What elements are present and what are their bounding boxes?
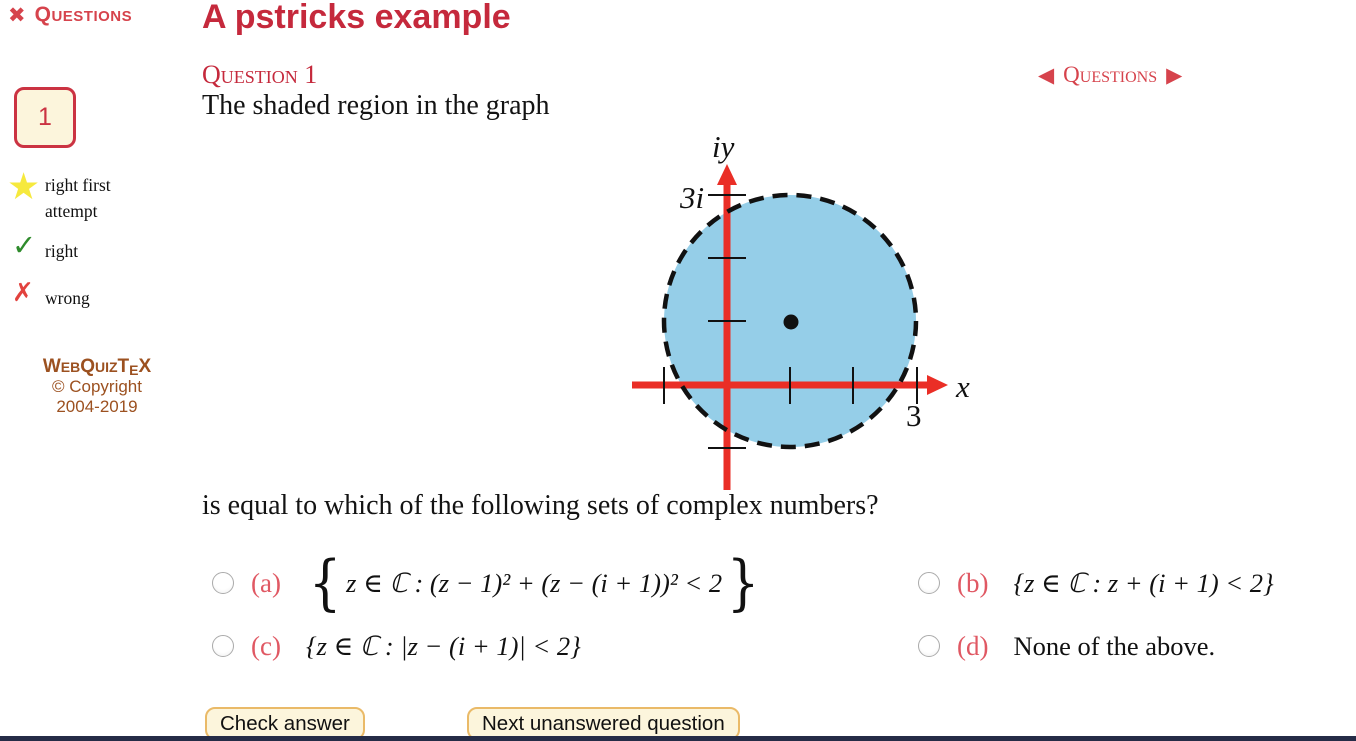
- x-axis-label: x: [956, 369, 970, 404]
- option-a-formula: [306, 548, 762, 618]
- cross-icon: ✗: [12, 278, 34, 308]
- right-brace: }: [727, 548, 760, 618]
- option-d-row: [918, 620, 1215, 672]
- star-icon: ★: [7, 165, 41, 208]
- option-d-letter: (d): [957, 630, 989, 661]
- question-1-nav-number: 1: [38, 103, 52, 131]
- option-c-row: [212, 620, 581, 672]
- option-d-radio[interactable]: [918, 635, 940, 657]
- option-b-formula: {z ∈ ℂ : z + (i + 1) < 2}: [1013, 567, 1274, 598]
- option-c-radio[interactable]: [212, 635, 234, 657]
- option-a-letter: (a): [251, 567, 281, 598]
- option-b-letter: (b): [957, 567, 989, 598]
- close-icon: ✖: [8, 2, 26, 27]
- question-intro-text: The shaded region in the graph: [202, 90, 550, 121]
- next-question-icon[interactable]: ▶: [1166, 62, 1183, 87]
- option-a-row: [212, 548, 762, 618]
- option-a-radio[interactable]: [212, 572, 234, 594]
- close-questions-button[interactable]: [8, 3, 132, 27]
- close-questions-label: Questions: [34, 3, 133, 26]
- x-tick-3-label: 3: [906, 398, 922, 433]
- check-answer-button[interactable]: Check answer: [205, 707, 365, 740]
- complex-plane-graph: [630, 120, 980, 498]
- copyright-years: 2004-2019: [56, 397, 138, 416]
- pager-questions-label[interactable]: Questions: [1063, 62, 1158, 87]
- page-title: A pstricks example: [202, 0, 511, 36]
- x-axis-arrow: [927, 375, 948, 395]
- left-brace: {: [308, 548, 342, 618]
- option-b-row: [918, 557, 1274, 609]
- option-b-radio[interactable]: [918, 572, 940, 594]
- checkmark-icon: ✓: [12, 228, 37, 262]
- copyright-line: © Copyright: [51, 377, 142, 396]
- question-heading: Question 1: [202, 60, 318, 89]
- option-c-formula: {z ∈ ℂ : |z − (i + 1)| < 2}: [305, 630, 581, 661]
- option-a-formula-body: z ∈ ℂ : (z − 1)² + (z − (i + 1))² < 2: [346, 567, 723, 598]
- legend-right: right: [45, 241, 79, 261]
- disc-center-point: [784, 315, 799, 330]
- y-axis-label: iy: [712, 129, 735, 164]
- option-c-letter: (c): [251, 630, 281, 661]
- next-unanswered-button[interactable]: Next unanswered question: [467, 707, 740, 740]
- question-1-nav-box[interactable]: [14, 87, 76, 148]
- y-tick-3i-label: 3i: [680, 180, 705, 215]
- y-axis-arrow: [717, 164, 737, 185]
- option-d-text: None of the above.: [1013, 630, 1216, 661]
- question-followup-text: is equal to which of the following sets of complex numbers?: [202, 490, 879, 521]
- questions-pager: [1038, 62, 1182, 88]
- bottom-bar: [0, 736, 1356, 741]
- prev-question-icon[interactable]: ◀: [1038, 62, 1055, 87]
- legend-wrong: wrong: [45, 288, 90, 308]
- webquiztex-wordmark: WEBQUIZTEX: [42, 356, 152, 378]
- webquiztex-logo: [22, 357, 172, 417]
- legend-right-first-attempt: right first attempt: [45, 175, 111, 221]
